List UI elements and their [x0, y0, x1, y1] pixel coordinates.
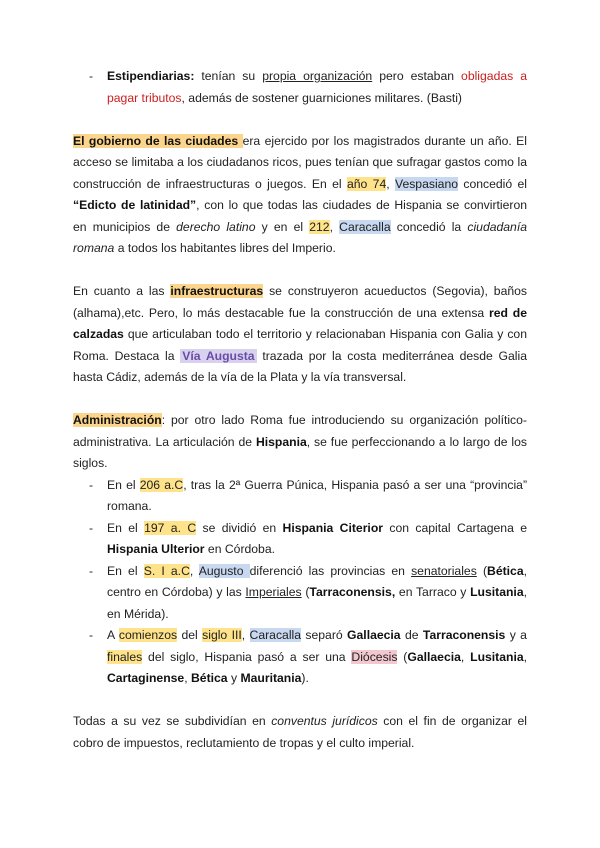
- betica: Bética: [487, 563, 524, 578]
- text-run: con capital Cartagena e: [383, 520, 527, 535]
- lusitania: Lusitania: [470, 649, 524, 664]
- text-run: (: [397, 649, 408, 664]
- text-run: pero estaban: [372, 69, 462, 83]
- text-run: concedió el: [458, 176, 528, 191]
- text-run: ,: [523, 649, 528, 664]
- dash-marker: -: [89, 520, 94, 535]
- estipendiarias-item: [73, 66, 527, 109]
- text-run: diferenció las provincias en: [249, 563, 412, 578]
- administracion-list: [73, 475, 527, 690]
- text-run: ,: [241, 628, 250, 642]
- hispania-ulterior: Hispania Ulterior: [107, 542, 205, 556]
- text-run: , se fue perfeccionando a lo largo de los siglos.: [73, 434, 527, 470]
- red-calzadas: red de calzadas: [73, 305, 527, 341]
- text-run: y a: [505, 628, 527, 642]
- diocesis: Diócesis: [351, 649, 398, 664]
- dash-marker: -: [89, 563, 94, 578]
- text-run: del siglo, Hispania pasó a ser una: [142, 649, 352, 664]
- text-run: ).: [301, 671, 309, 685]
- text-run: (: [476, 563, 488, 578]
- administracion-paragraph: [73, 410, 527, 475]
- hispania: Hispania: [255, 434, 307, 449]
- text-run: ,: [189, 563, 199, 578]
- propia-organizacion: propia organización: [262, 69, 373, 83]
- text-run: En el: [107, 477, 140, 492]
- gobierno-heading: El gobierno de las ciudades: [73, 133, 243, 148]
- text-run: a todos los habitantes libres del Imperio.: [114, 241, 336, 255]
- mauritania: Mauritania: [240, 671, 302, 685]
- text-run: , además de sostener guarniciones militares. (Basti): [181, 90, 462, 105]
- conventus-paragraph: [73, 711, 527, 754]
- text-run: En el: [107, 563, 144, 578]
- text-run: en Tarraco y: [395, 585, 471, 599]
- text-run: , en Mérida).: [107, 585, 527, 621]
- administracion-heading: Administración: [73, 413, 162, 427]
- text-run: En cuanto a las: [73, 284, 171, 298]
- text-run: trazada por la costa mediterránea desde Galia hasta Cádiz, además de la vía de la Plata y la vía transversal.: [73, 348, 528, 384]
- text-run: En el: [107, 520, 145, 535]
- hispania-citerior: Hispania Citerior: [282, 520, 384, 535]
- cartaginense: Cartaginense: [107, 671, 185, 685]
- text-run: de: [400, 628, 423, 642]
- dash-marker: -: [89, 628, 94, 642]
- text-run: Todas a su vez se subdividían en: [73, 714, 272, 728]
- text-run: se dividió en: [196, 520, 283, 535]
- senatoriales: senatoriales: [411, 563, 477, 578]
- text-run: que articulaban todo el territorio y relacionaban Hispania con Galia y con Roma. Destaca la: [73, 327, 527, 363]
- gallaecia: Gallaecia: [407, 649, 461, 664]
- text-run: separó: [301, 628, 348, 642]
- year-197: 197 a. C: [144, 520, 197, 535]
- infraestructuras-paragraph: [73, 281, 527, 389]
- siglo-i-ac: S. I a.C: [143, 563, 190, 578]
- list-item: [73, 625, 527, 690]
- text-run: : por otro lado Roma fue introduciendo su organización político-administrativa. La articulación de: [73, 413, 527, 449]
- caracalla: Caracalla: [339, 219, 391, 234]
- text-run: en Córdoba.: [204, 542, 275, 556]
- imperiales: Imperiales: [245, 585, 302, 599]
- augusto: Augusto: [198, 563, 250, 578]
- conventus-juridicos: conventus jurídicos: [271, 714, 378, 728]
- ciudadania-romana: ciudadanía romana: [73, 219, 527, 255]
- tarraconensis: Tarraconensis: [422, 628, 506, 642]
- comienzos: comienzos: [118, 628, 178, 642]
- text-run: , centro en Córdoba) y las: [107, 563, 527, 599]
- year-74: año 74: [346, 176, 387, 191]
- text-run: tenían su: [194, 69, 263, 83]
- text-run: ,: [329, 219, 340, 234]
- estipendiarias-term: Estipendiarias:: [107, 69, 195, 83]
- edicto-latinidad: “Edicto de latinidad”: [73, 198, 197, 212]
- tarraconensis: Tarraconensis,: [309, 585, 396, 599]
- list-item: [73, 475, 527, 518]
- lusitania: Lusitania: [470, 585, 524, 599]
- list-item: [73, 518, 527, 561]
- text-run: con el fin de organizar el cobro de impuestos, reclutamiento de tropas y el culto imperial.: [73, 714, 527, 750]
- siglo-iii: siglo III: [202, 628, 242, 642]
- document-page: [73, 66, 527, 754]
- text-run: y en el: [255, 219, 310, 234]
- text-run: ,: [184, 671, 191, 685]
- text-run: ,: [460, 649, 471, 664]
- year-212: 212: [309, 219, 330, 234]
- list-item: [73, 561, 527, 626]
- vespasiano: Vespasiano: [394, 176, 459, 191]
- betica: Bética: [191, 671, 228, 685]
- infraestructuras-heading: infraestructuras: [170, 284, 264, 298]
- finales: finales: [107, 649, 143, 664]
- gobierno-paragraph: [73, 131, 527, 260]
- text-run: y: [227, 671, 241, 685]
- text-run: A: [107, 628, 119, 642]
- text-run: concedió la: [390, 219, 468, 234]
- text-run: era ejercido por los magistrados durante un año. El acceso se limitaba a los ciudadanos ricos, pues tenían que sufragar gastos como la construcción de infraestructuras o juegos. En el: [73, 133, 527, 191]
- dash-marker: -: [89, 477, 94, 492]
- text-run: , con lo que todas las ciudades de Hispania se convirtieron en municipios de: [73, 198, 527, 234]
- year-206: 206 a.C: [139, 477, 184, 492]
- caracalla: Caracalla: [249, 628, 302, 642]
- text-run: se construyeron acueductos (Segovia), baños (alhama),etc. Pero, lo más destacable fue la construcción de una extensa: [73, 284, 528, 320]
- derecho-latino: derecho latino: [176, 219, 256, 234]
- text-run: ,: [386, 176, 395, 191]
- obligadas-tributos: obligadas a pagar tributos: [107, 69, 528, 105]
- text-run: del: [177, 628, 203, 642]
- via-augusta: Vía Augusta: [182, 348, 255, 363]
- text-run: , tras la 2ª Guerra Púnica, Hispania pasó a ser una “provincia” romana.: [107, 477, 528, 513]
- dash-marker: -: [89, 69, 94, 83]
- text-run: (: [301, 585, 310, 599]
- gallaecia: Gallaecia: [347, 628, 401, 642]
